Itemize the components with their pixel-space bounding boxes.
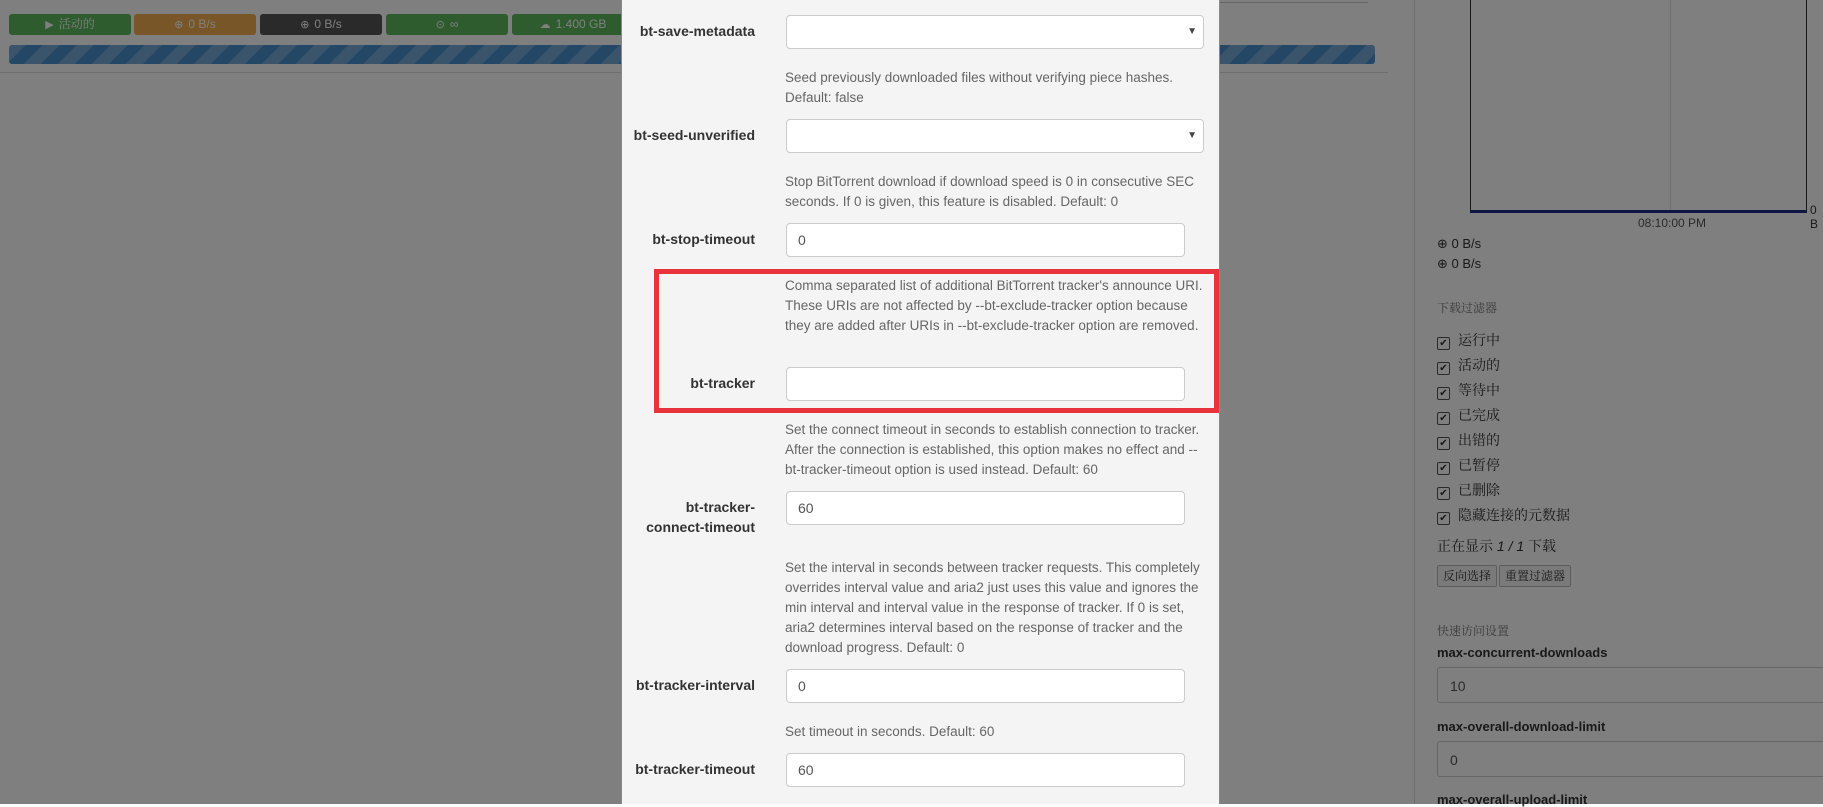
- bt-tracker-interval-input[interactable]: 0: [786, 669, 1185, 703]
- option-description: Comma separated list of additional BitTorrent tracker's announce URI. These URIs are not affected by --bt-exclude-tracker option because they are added after URIs in --bt-exclude-tracker option are removed.: [785, 278, 1203, 333]
- option-description: Set timeout in seconds. Default: 60: [785, 724, 995, 739]
- option-label: bt-tracker: [690, 375, 755, 391]
- highlight-box: [654, 269, 1219, 413]
- bt-seed-unverified-select[interactable]: [786, 119, 1204, 153]
- bt-tracker-connect-timeout-input[interactable]: 60: [786, 491, 1185, 525]
- option-label: bt-tracker-interval: [635, 677, 755, 693]
- dropdown-caret-icon: ▼: [1187, 130, 1197, 141]
- option-label: bt-save-metadata: [639, 23, 755, 39]
- option-label: bt-tracker-timeout: [635, 761, 755, 777]
- option-label: bt-tracker- connect-timeout: [646, 499, 755, 535]
- option-description: Set the connect timeout in seconds to establish connection to tracker. After the connection is established, this option makes no effect and --bt-tracker-timeout option is used instead. Default: 60: [785, 422, 1200, 477]
- option-label: bt-seed-unverified: [633, 127, 755, 143]
- bt-tracker-timeout-input[interactable]: 60: [786, 753, 1185, 787]
- dropdown-caret-icon: ▼: [1187, 26, 1197, 37]
- option-description: Set the interval in seconds between tracker requests. This completely overrides interval value and aria2 just uses this value and ignores the min interval and interval value in the response of tracker. If 0 is set, aria2 determines interval based on the response of tracker and the download progress. Default: 0: [785, 560, 1200, 655]
- bt-stop-timeout-input[interactable]: 0: [786, 223, 1185, 257]
- option-label: bt-stop-timeout: [652, 231, 755, 247]
- option-description: Seed previously downloaded files without verifying piece hashes. Default: false: [785, 70, 1173, 105]
- option-description: Stop BitTorrent download if download speed is 0 in consecutive SEC seconds. If 0 is given, this feature is disabled. Default: 0: [785, 174, 1194, 209]
- bt-save-metadata-select[interactable]: [786, 15, 1204, 49]
